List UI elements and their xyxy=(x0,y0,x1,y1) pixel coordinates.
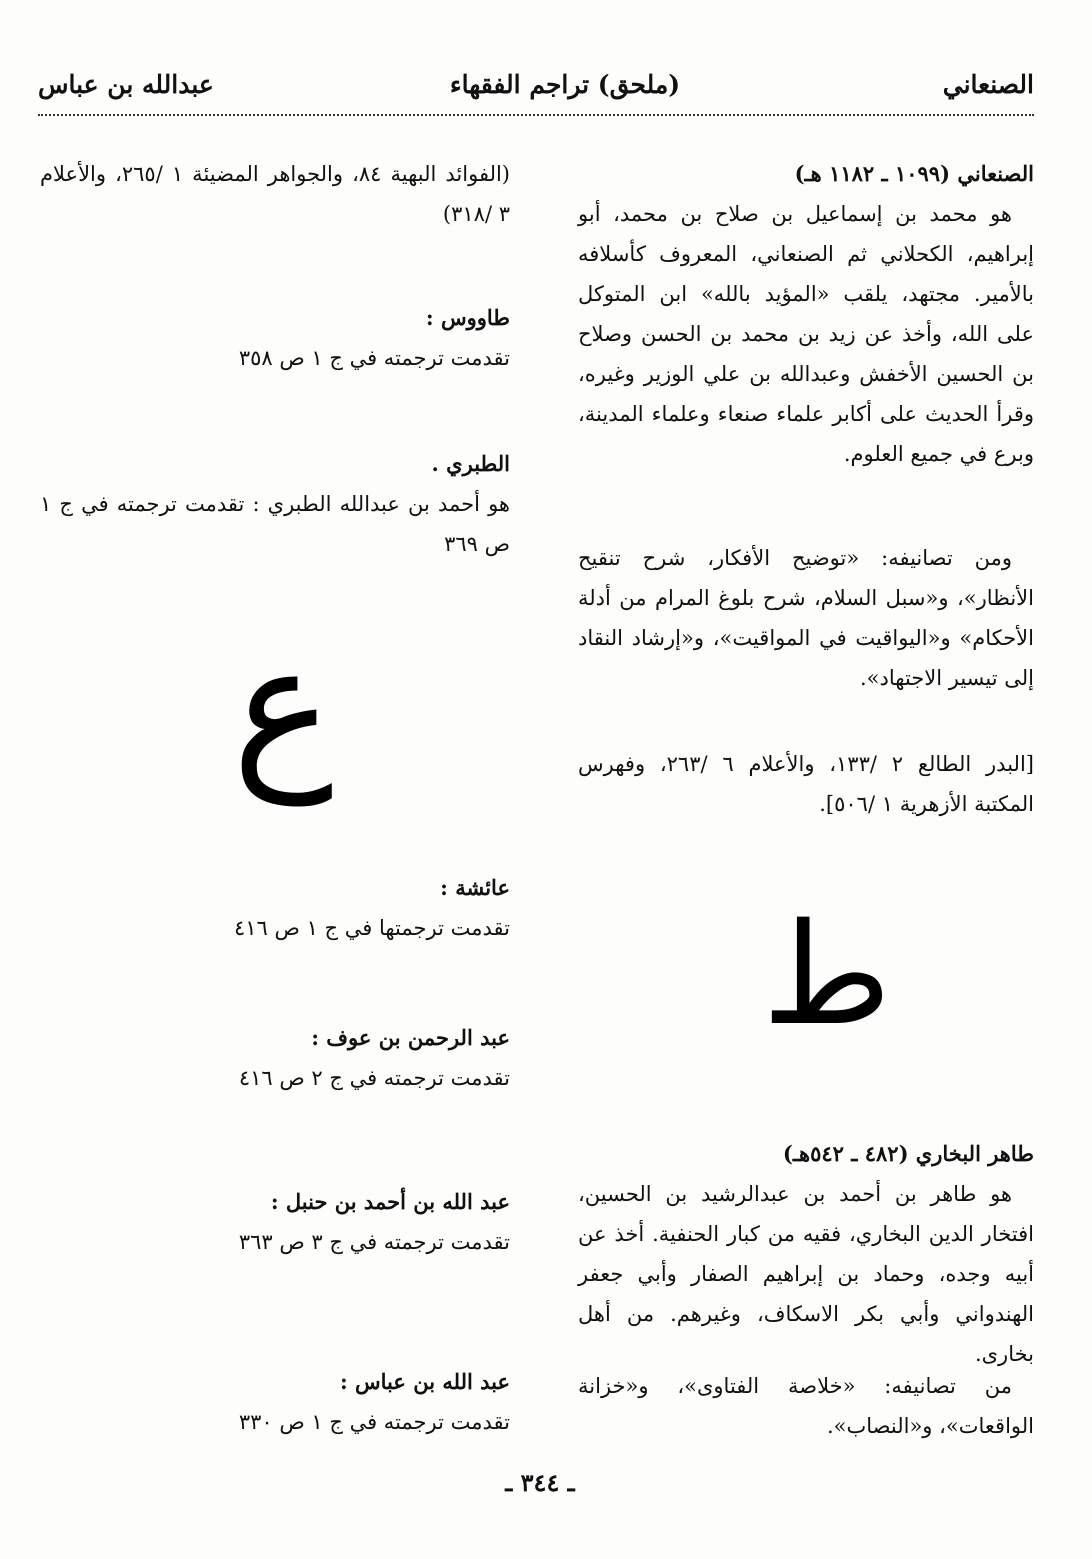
entry-sanani xyxy=(578,154,1034,474)
entry-name: عبد الرحمن بن عوف : xyxy=(311,1025,510,1050)
entry-crossref: تقدمت ترجمته في ج ٢ ص ٤١٦ xyxy=(238,1066,510,1090)
prev-entry-refs xyxy=(40,154,510,234)
page-number: ـ ٣٤٤ ـ xyxy=(505,1468,575,1497)
entry-abdullah-ahmad xyxy=(40,1182,510,1262)
section-letter-ain: ع xyxy=(232,608,334,806)
entry-name: عبد الله بن عباس : xyxy=(339,1369,510,1394)
entry-name: الطبري . xyxy=(431,451,510,476)
entry-tahir xyxy=(578,1134,1034,1374)
header-divider xyxy=(38,114,1034,116)
section-letter-ta: ط xyxy=(762,894,892,1057)
entry-references: [البدر الطالع ٢ /١٣٣، والأعلام ٦ /٢٦٣، وفهرس المكتبة الأزهرية ١ /٥٠٦]. xyxy=(578,752,1034,816)
entry-name: طاووس : xyxy=(425,305,510,330)
entry-works: ومن تصانيفه: «توضيح الأفكار، شرح تنقيح الأنظار»، و«سبل السلام، شرح بلوغ المرام من أدلة الأحكام» و«اليواقيت في المواقيت»، و«إرشاد النقاد إلى تيسير الاجتهاد». xyxy=(578,546,1034,690)
header-book-title: (ملحق) تراجم الفقهاء xyxy=(449,70,681,99)
entry-crossref: تقدمت ترجمته في ج ٣ ص ٣٦٣ xyxy=(238,1230,510,1254)
entry-name: عائشة : xyxy=(440,875,510,900)
entry-tahir-works xyxy=(578,1366,1034,1446)
entry-abdullah-abbas xyxy=(40,1362,510,1442)
entry-abdulrahman xyxy=(40,1018,510,1098)
entry-crossref: تقدمت ترجمته في ج ١ ص ٣٥٨ xyxy=(238,346,510,370)
entry-title: الصنعاني (١٠٩٩ ـ ١١٨٢ هـ) xyxy=(794,161,1034,186)
entry-sanani-refs xyxy=(578,744,1034,824)
entry-name: عبد الله بن أحمد بن حنبل : xyxy=(270,1189,510,1214)
entry-works: من تصانيفه: «خلاصة الفتاوى»، و«خزانة الواقعات»، و«النصاب». xyxy=(578,1374,1034,1438)
entry-bio: هو طاهر بن أحمد بن عبدالرشيد بن الحسين، افتخار الدين البخاري، فقيه من كبار الحنفية. أخذ عن أبيه وجده، وحماد بن إبراهيم الصفار وأبي جعفر الهندواني وأبي بكر الاسكاف، وغيرهم. من أهل بخارى. xyxy=(578,1182,1034,1366)
entry-bio: هو محمد بن إسماعيل بن صلاح بن محمد، أبو إبراهيم، الكحلاني ثم الصنعاني، المعروف كأسلافه بالأمير. مجتهد، يلقب «المؤيد بالله» ابن المتوكل على الله، وأخذ عن زيد بن محمد بن الحسن وصلاح بن الحسين الأخفش وعبدالله بن علي الوزير وغيره، وقرأ الحديث على أكابر علماء صنعاء وعلماء المدينة، وبرع في جميع العلوم. xyxy=(578,202,1034,466)
entry-crossref: تقدمت ترجمتها في ج ١ ص ٤١٦ xyxy=(233,916,510,940)
entry-crossref: هو أحمد بن عبدالله الطبري : تقدمت ترجمته في ج ١ ص ٣٦٩ xyxy=(40,492,510,556)
entry-sanani-works xyxy=(578,538,1034,698)
entry-tabari xyxy=(40,444,510,564)
header-entry-right: الصنعاني xyxy=(942,70,1034,99)
entry-crossref: تقدمت ترجمته في ج ١ ص ٣٣٠ xyxy=(238,1410,510,1434)
entry-references: (الفوائد البهية ٨٤، والجواهر المضيئة ١ /٢٦٥، والأعلام ٣ /٣١٨) xyxy=(40,162,510,226)
entry-title: طاهر البخاري (٤٨٢ ـ ٥٤٢هـ) xyxy=(782,1141,1034,1166)
header-entry-left: عبدالله بن عباس xyxy=(38,70,214,99)
entry-tawus xyxy=(40,298,510,378)
entry-aisha xyxy=(40,868,510,948)
